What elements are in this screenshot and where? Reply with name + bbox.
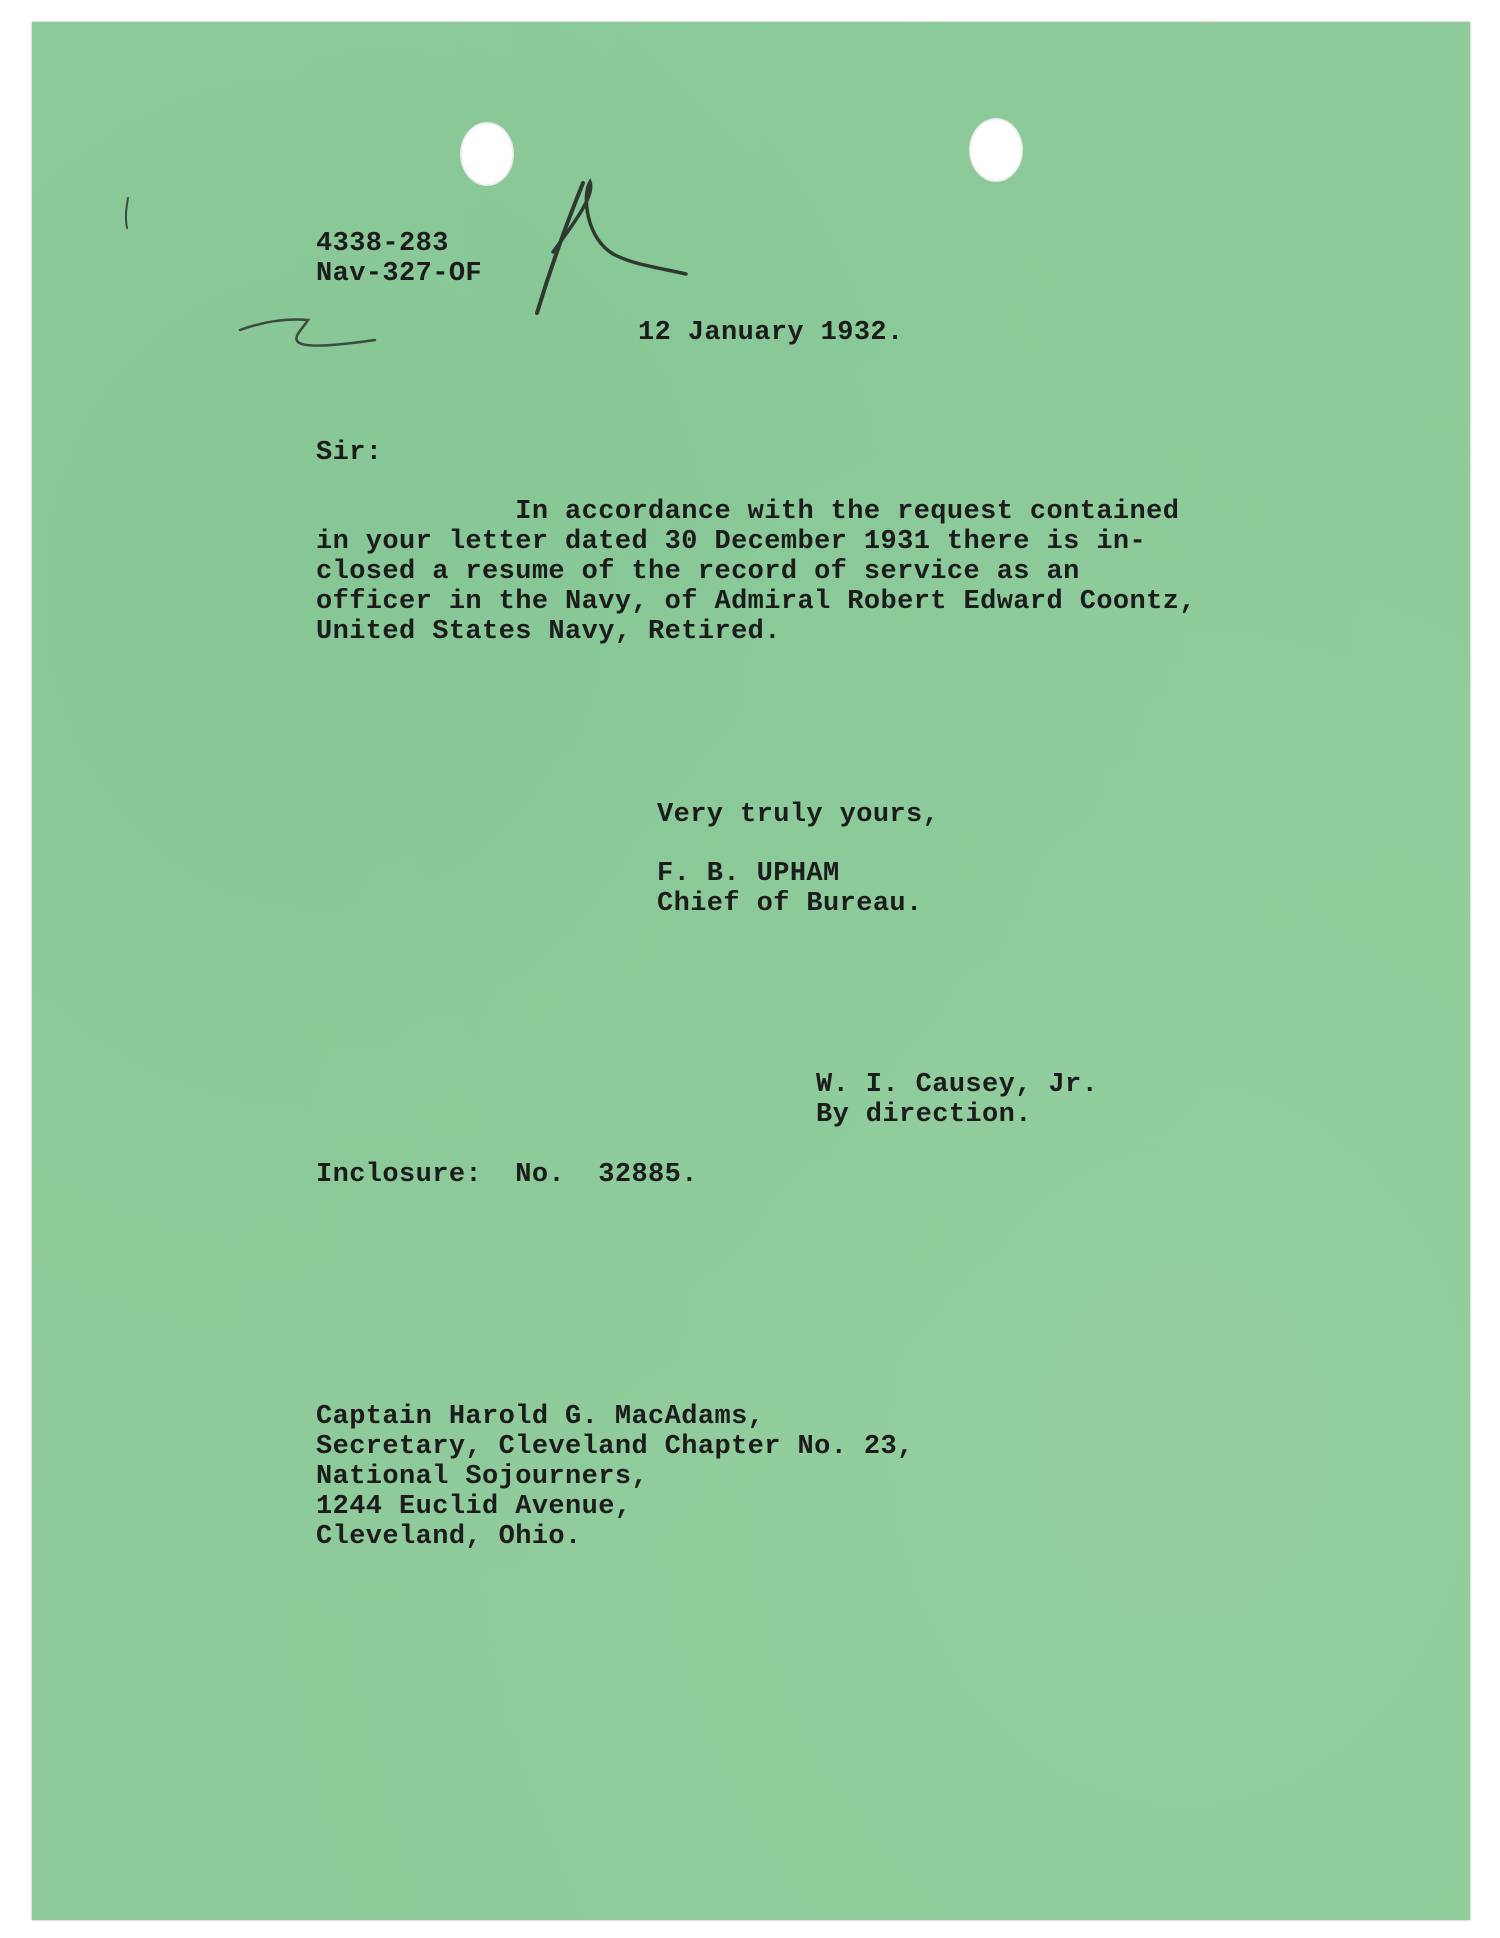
- address-line-5: Cleveland, Ohio.: [316, 1522, 582, 1552]
- address-line-2: Secretary, Cleveland Chapter No. 23,: [316, 1432, 914, 1462]
- letter-page: [32, 22, 1470, 1920]
- body-line-3: closed a resume of the record of service as an: [316, 557, 1080, 587]
- by-direction-label: By direction.: [816, 1100, 1032, 1130]
- punch-hole-left: [460, 122, 514, 186]
- body-line-5: United States Navy, Retired.: [316, 617, 781, 647]
- address-line-1: Captain Harold G. MacAdams,: [316, 1402, 765, 1432]
- body-line-1: In accordance with the request contained: [316, 497, 1180, 527]
- address-line-3: National Sojourners,: [316, 1462, 649, 1492]
- salutation: Sir:: [316, 438, 383, 468]
- complimentary-closing: Very truly yours,: [657, 800, 940, 830]
- body-line-2: in your letter dated 30 December 1931 there is in-: [316, 527, 1147, 557]
- address-line-4: 1244 Euclid Avenue,: [316, 1492, 632, 1522]
- inclosure-line: Inclosure: No. 32885.: [316, 1160, 698, 1190]
- punch-hole-right: [969, 118, 1023, 182]
- body-line-4: officer in the Navy, of Admiral Robert Edward Coontz,: [316, 587, 1196, 617]
- file-reference-1: 4338-283: [316, 229, 449, 259]
- signer-name: F. B. UPHAM: [657, 859, 840, 889]
- signer-title: Chief of Bureau.: [657, 889, 923, 919]
- file-reference-2: Nav-327-OF: [316, 259, 483, 289]
- by-direction-name: W. I. Causey, Jr.: [816, 1070, 1099, 1100]
- letter-date: 12 January 1932.: [638, 318, 904, 348]
